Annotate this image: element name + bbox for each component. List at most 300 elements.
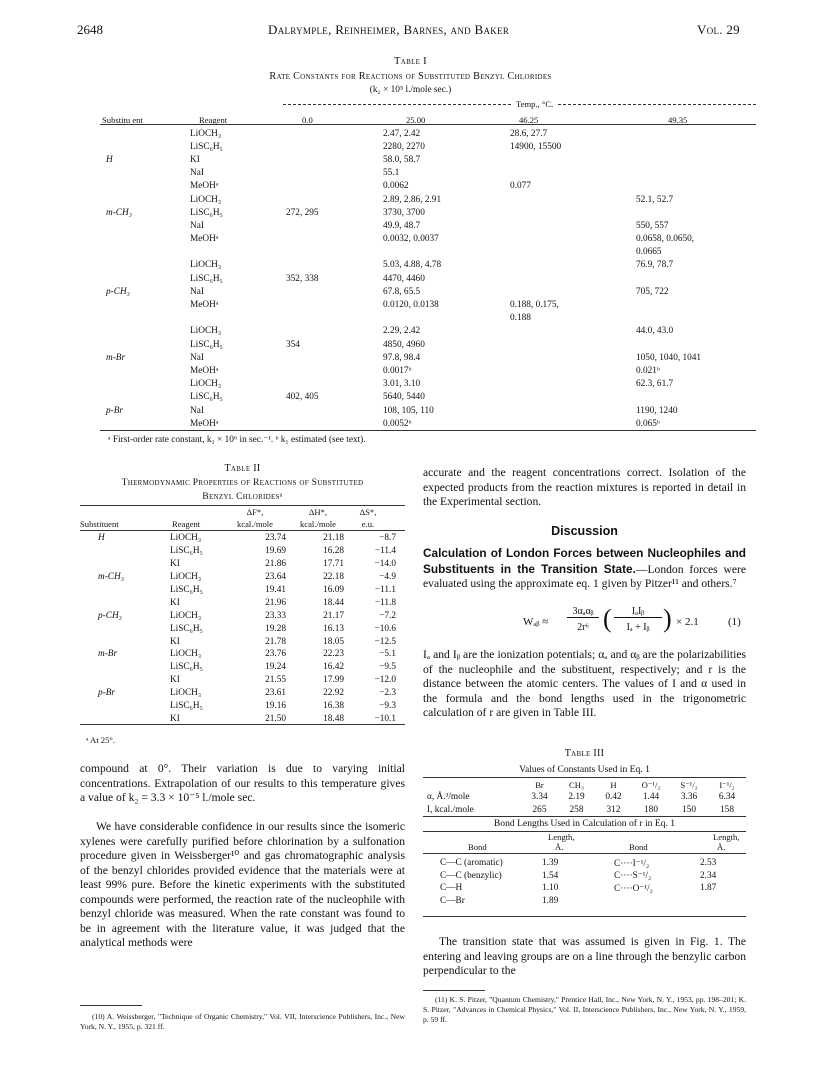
reagent-cell: NaI	[190, 286, 204, 297]
table-row	[80, 571, 402, 584]
t1-bottom-rule	[100, 430, 756, 431]
t3-mid-rule	[423, 816, 746, 817]
eq-number: (1)	[728, 616, 741, 628]
bond-title: Bond Lengths Used in Calculation of r in Eq. 1	[493, 818, 676, 829]
subhead: Calculation of London Forces between Nucleophiles and Substituents in the Transition State.	[423, 546, 746, 576]
rate-25-cell: 3.01, 3.10	[383, 379, 421, 390]
rate-46-cell	[510, 391, 636, 404]
constant-col-header: I⁻¹/₂	[719, 779, 735, 790]
rate-25-cell: 0.0052ᵇ	[383, 418, 412, 429]
bond-name: C····O⁻¹/₂	[614, 883, 653, 894]
rate-49-cell	[636, 127, 756, 140]
constant-value: 150	[682, 804, 696, 815]
rate-0-cell	[286, 246, 383, 259]
substituent-cell	[100, 391, 190, 404]
reagent-cell: KI	[170, 713, 180, 724]
rate-46-cell: 0.188	[510, 313, 531, 324]
table-row	[100, 298, 756, 311]
blank-cell	[423, 779, 521, 791]
rate-25-cell: 108, 105, 110	[383, 405, 434, 416]
table-row	[100, 312, 756, 325]
table-row	[80, 700, 402, 713]
substituent-cell: p-Br	[106, 405, 124, 416]
rate-46-cell	[510, 404, 636, 417]
substituent-cell	[100, 180, 190, 193]
substituent-cell	[100, 272, 190, 285]
rate-0-cell	[286, 364, 383, 377]
substituent-cell	[100, 298, 190, 311]
dS-cell: −12.0	[374, 675, 396, 686]
bond-name: C—C (aromatic)	[440, 858, 503, 869]
dS-cell: −10.6	[374, 623, 396, 634]
table-row	[100, 325, 756, 338]
dS-cell: −12.5	[374, 636, 396, 647]
dH-cell: 16.38	[323, 701, 344, 712]
table-row	[423, 791, 746, 804]
rate-49-cell	[636, 338, 756, 351]
t2-bottom-rule	[80, 724, 405, 725]
table-row	[100, 153, 756, 166]
t1-header-rule	[100, 124, 756, 125]
dH-cell: 16.13	[323, 623, 344, 634]
table-row	[100, 404, 756, 417]
rate-25-cell: 0.0032, 0.0037	[383, 234, 439, 245]
substituent-cell	[100, 364, 190, 377]
constant-col-header: H	[610, 780, 617, 790]
reagent-cell: MeOHᵃ	[190, 365, 219, 376]
table-row	[100, 338, 756, 351]
dH-cell: 16.28	[323, 546, 344, 557]
rate-49-cell: 62.3, 61.7	[636, 379, 674, 390]
right-paragraph-4: The transition state that was assumed is given in Fig. 1. The entering and leaving groups are on a line through the benzylic carbon perpendicular to the	[423, 935, 746, 977]
rate-46-cell	[510, 325, 636, 338]
constant-value: 2.19	[568, 792, 585, 803]
substituent-cell	[100, 246, 190, 259]
rate-0-cell	[286, 153, 383, 166]
dS-cell: −2.3	[379, 688, 396, 699]
reagent-cell: LiOCH₃	[190, 194, 222, 205]
left-paragraph-2: We have considerable confidence in our results since the isomeric xylenes were carefully purified before chlorination by a sulfonation procedure given in Weissberger¹⁰ and gas chromatographic analysis of the benzyl chlorides provided evidence that the materials were at least 99% pure. Before the kinetic experiments with the substituted compounds were performed, the reaction rate of the nucleophile with benzyl chloride was measured. When the rate constant was found to be in agreement with the literature value, it was judged that the analytical methods were	[80, 820, 405, 949]
rate-0-cell: 354	[286, 339, 300, 350]
reagent-cell: LiSC₆H₅	[170, 546, 203, 557]
table-row	[80, 674, 402, 687]
constant-value: 265	[532, 804, 547, 815]
rate-0-cell: 402, 405	[286, 392, 319, 403]
rate-0-cell	[286, 298, 383, 311]
substituent-cell	[80, 584, 170, 597]
substituent-cell	[80, 661, 170, 674]
t1-col-reagent: Reagent	[199, 115, 228, 125]
rate-25-cell: 97.8, 98.4	[383, 352, 421, 363]
table-row	[440, 857, 580, 870]
bond-length: 1.87	[700, 883, 717, 894]
eq-tail: × 2.1	[676, 616, 699, 628]
bond-length: 2.34	[700, 870, 717, 881]
t3-bond-head-rule	[423, 853, 746, 854]
rate-0-cell	[286, 167, 383, 180]
rate-0-cell	[286, 312, 383, 325]
rate-25-cell: 2.29, 2.42	[383, 326, 421, 337]
rate-46-cell	[510, 206, 636, 219]
rate-46-cell	[510, 272, 636, 285]
constant-value: 3.36	[680, 792, 698, 803]
br-h-unit: Å.	[717, 842, 726, 852]
table-row	[614, 882, 734, 895]
t3-bottom-rule	[423, 916, 746, 917]
substituent-cell	[100, 378, 190, 391]
reagent-cell: NaI	[190, 220, 204, 231]
reagent-cell: LiSC₆H₅	[190, 207, 223, 218]
constant-row-label: α, Å.³/mole	[427, 792, 470, 803]
constants-header-row	[423, 779, 746, 791]
table2-label: Table II	[224, 463, 261, 474]
right-paragraph-1: accurate and the reagent concentrations correct. Isolation of the expected products from the reaction mixtures is reported in detail in the Experimental section.	[423, 466, 746, 508]
substituent-cell	[100, 193, 190, 206]
substituent-cell	[100, 127, 190, 140]
rate-0-cell	[286, 233, 383, 246]
rate-25-cell: 3730, 3700	[383, 207, 425, 218]
rate-49-cell: 1050, 1040, 1041	[636, 352, 702, 363]
table-row	[100, 127, 756, 140]
dS-cell: −11.4	[374, 546, 396, 557]
t2-u-dF: kcal./mole	[236, 519, 274, 529]
reagent-cell: LiOCH₃	[170, 610, 202, 621]
rate-25-cell: 2.47, 2.42	[383, 128, 421, 139]
substituent-cell: H	[106, 154, 113, 165]
rate-46-cell	[510, 233, 636, 246]
rate-25-cell: 2.89, 2.86, 2.91	[383, 194, 442, 205]
substituent-cell	[100, 325, 190, 338]
reagent-cell: LiOCH₃	[190, 379, 222, 390]
rate-49-cell: 0.021ᵇ	[636, 365, 660, 376]
rate-25-cell: 4850, 4960	[383, 339, 425, 350]
table-row	[80, 596, 402, 609]
table-row	[100, 285, 756, 298]
reagent-cell: LiSC₆H₅	[170, 662, 203, 673]
dS-cell: −4.9	[379, 572, 396, 583]
rate-46-cell	[510, 259, 636, 272]
rate-46-cell	[510, 285, 636, 298]
table-row	[100, 391, 756, 404]
substituent-cell	[100, 140, 190, 153]
reagent-cell: LiOCH₃	[190, 128, 222, 139]
substituent-cell	[100, 312, 190, 325]
reagent-cell: LiOCH₃	[170, 688, 202, 699]
table-row	[80, 687, 402, 700]
dH-cell: 18.48	[323, 713, 344, 724]
rate-46-cell	[510, 338, 636, 351]
dH-cell: 18.05	[323, 636, 344, 647]
rate-49-cell	[636, 312, 756, 325]
rate-49-cell: 705, 722	[636, 286, 669, 297]
dS-cell: −10.1	[374, 713, 396, 724]
reagent-cell: LiSC₆H₅	[190, 339, 223, 350]
table-row	[614, 857, 734, 870]
substituent-cell	[100, 233, 190, 246]
right-paragraph-3: Iₐ and Iᵦ are the ionization potentials; αₐ and αᵦ are the polarizabilities of the nucleophile and the substituent, respectively; and r is the distance between the atomic centers. The values of I and α used in the formula and the bond lengths used in the trigonometric calculation of r are given in Table III.	[423, 648, 746, 719]
dH-cell: 16.42	[323, 662, 344, 673]
eq-paren-left: (	[603, 604, 612, 633]
dF-cell: 23.64	[265, 572, 286, 583]
reagent-cell: LiOCH₃	[170, 649, 202, 660]
rate-46-cell	[510, 193, 636, 206]
footnote-11: (11) K. S. Pitzer, "Quantum Chemistry," Prentice Hall, Inc., New York, N. Y., 1953, pp. 198–201; K. S. Pitzer, "Advances in Chemical Physics," Vol. II, Interscience Publishers, Inc., New York, N. Y., 1959, p. 59 ff.	[423, 995, 746, 1024]
eq-paren-right: )	[663, 604, 672, 633]
bond-length: 1.54	[542, 870, 559, 881]
volume: Vol. 29	[697, 22, 740, 37]
constant-value: 180	[644, 804, 658, 815]
table-row	[80, 584, 402, 597]
constant-col-header: CH₃	[569, 780, 584, 790]
dH-cell: 17.99	[323, 675, 344, 686]
substituent-cell	[100, 259, 190, 272]
table-row	[100, 246, 756, 259]
rate-49-cell: 550, 557	[636, 220, 669, 231]
table2-body	[80, 532, 402, 725]
table-row	[80, 635, 402, 648]
bond-length: 1.39	[542, 858, 559, 869]
dF-cell: 19.28	[265, 623, 286, 634]
rate-46-cell	[510, 246, 636, 259]
t1-col-49: 49.35	[668, 115, 688, 125]
table2-title-2: Benzyl Chloridesᵃ	[202, 491, 283, 502]
reagent-cell: LiSC₆H₅	[170, 585, 203, 595]
substituent-cell	[80, 545, 170, 558]
reagent-cell: MeOHᵃ	[190, 181, 219, 192]
constant-value: 6.34	[718, 792, 736, 803]
substituent-cell: m-Br	[98, 649, 118, 660]
rate-46-cell	[510, 351, 636, 364]
rate-46-cell	[510, 167, 636, 180]
table-row	[440, 882, 580, 895]
reagent-cell: NaI	[190, 405, 204, 416]
constant-row-label: I, kcal./mole	[427, 804, 474, 815]
table-row	[100, 259, 756, 272]
substituent-cell	[80, 635, 170, 648]
dS-cell: −11.8	[374, 597, 396, 608]
table-row	[80, 545, 402, 558]
t2-h-dS: ΔS*,	[359, 507, 377, 517]
substituent-cell: p-CH₃	[106, 286, 130, 297]
rate-25-cell: 5640, 5440	[383, 392, 425, 403]
rate-25-cell	[383, 312, 510, 325]
dF-cell: 19.24	[265, 662, 286, 673]
dH-cell: 21.17	[323, 610, 344, 621]
dH-cell: 22.23	[323, 649, 344, 660]
table1-title: Rate Constants for Reactions of Substituted Benzyl Chlorides	[269, 71, 552, 82]
table2-footnote: ᵃ At 25°.	[86, 735, 115, 745]
constant-value: 312	[606, 804, 621, 815]
bond-name: C—C (benzylic)	[440, 870, 502, 881]
reagent-cell: KI	[170, 636, 180, 647]
rate-25-cell: 5.03, 4.88, 4.78	[383, 260, 442, 271]
t2-h-dH: ΔH*,	[308, 507, 328, 517]
bonds-right-table	[614, 857, 734, 895]
bond-length: 2.53	[700, 858, 717, 869]
reagent-cell: MeOHᵃ	[190, 234, 219, 245]
substituent-cell	[80, 674, 170, 687]
reagent-cell: MeOHᵃ	[190, 300, 219, 311]
dS-cell: −9.3	[379, 701, 396, 712]
rate-0-cell	[286, 417, 383, 430]
rate-25-cell: 0.0017ᵇ	[383, 365, 412, 376]
rate-0-cell	[286, 127, 383, 140]
temp-header: Temp., °C.	[513, 99, 556, 109]
rate-0-cell	[286, 193, 383, 206]
dF-cell: 19.41	[265, 585, 286, 595]
t2-col-sub: Substituent	[80, 519, 119, 529]
constant-value: 3.34	[531, 792, 548, 803]
dH-cell: 22.18	[323, 572, 344, 583]
reagent-cell: LiOCH₃	[190, 326, 222, 337]
substituent-cell: p-Br	[98, 688, 116, 699]
constant-value: 0.42	[605, 792, 622, 803]
rate-25-cell: 2280, 2270	[383, 141, 425, 152]
eq-den2: Iₐ + Iᵦ	[626, 622, 650, 633]
left-footnote-rule	[80, 1005, 142, 1006]
substituent-cell	[80, 622, 170, 635]
rate-25-cell	[383, 246, 510, 259]
substituent-cell	[100, 219, 190, 232]
bond-length: 1.89	[542, 896, 559, 907]
constant-col-header: S⁻¹/₂	[680, 779, 698, 790]
table-row	[100, 206, 756, 219]
t1-col-46: 46.25	[519, 115, 539, 125]
table-row	[100, 351, 756, 364]
dF-cell: 19.16	[265, 701, 286, 712]
table1-footnote: ᵃ First-order rate constant, k₁ × 10⁶ in sec.⁻¹. ᵇ k₁ estimated (see text).	[108, 435, 366, 445]
substituent-cell: m-Br	[106, 352, 126, 363]
bond-name: C—H	[440, 883, 463, 894]
rate-46-cell	[510, 219, 636, 232]
dF-cell: 23.74	[265, 533, 286, 544]
table-row	[440, 895, 580, 908]
t2-u-dS: e.u.	[361, 519, 375, 529]
bonds-left-table	[440, 857, 580, 907]
table-row	[100, 233, 756, 246]
t2-top-rule	[80, 505, 405, 506]
reagent-cell: KI	[170, 597, 180, 608]
subhead-text: —London forces were evaluated using the approximate eq. 1 given by Pitzer¹¹ and others.⁷	[423, 562, 746, 590]
bond-name: C—Br	[440, 896, 465, 907]
rate-49-cell	[636, 167, 756, 180]
dF-cell: 19.69	[265, 546, 286, 557]
dS-cell: −14.0	[374, 559, 396, 570]
table3-constants	[423, 779, 746, 816]
bond-name: C····S⁻¹/₂	[614, 871, 652, 882]
page-number: 2648	[77, 22, 103, 37]
eq-lhs: Wₐᵦ ≈	[523, 616, 549, 628]
table3-label: Table III	[564, 748, 605, 759]
table-row	[440, 870, 580, 883]
t2-u-dH: kcal./mole	[299, 519, 337, 529]
constant-value: 158	[720, 804, 734, 815]
running-authors: Dalrymple, Reinheimer, Barnes, and Baker	[268, 22, 510, 37]
rate-0-cell	[286, 325, 383, 338]
rate-46-cell: 0.188, 0.175,	[510, 300, 559, 311]
br-h-len: Length,	[713, 832, 740, 842]
table3-title: Values of Constants Used in Eq. 1	[519, 764, 650, 775]
footnote-10: (10) A. Weissberger, "Technique of Organic Chemistry," Vol. VII, Interscience Publishers, Inc., New York, N. Y., 1955, p. 321 ff.	[80, 1012, 405, 1031]
rate-25-cell: 58.0, 58.7	[383, 154, 421, 165]
rate-25-cell: 55.1	[383, 168, 400, 179]
rate-0-cell: 352, 338	[286, 273, 319, 284]
rate-49-cell	[636, 180, 756, 193]
rate-49-cell	[636, 272, 756, 285]
substituent-cell	[80, 558, 170, 571]
rate-0-cell	[286, 219, 383, 232]
dF-cell: 21.50	[265, 713, 286, 724]
reagent-cell: LiSC₆H₅	[190, 392, 223, 403]
dF-cell: 21.55	[265, 675, 286, 686]
constant-value: 1.44	[642, 792, 660, 803]
table1-body	[100, 127, 756, 430]
rate-49-cell	[636, 140, 756, 153]
rate-46-cell: 14900, 15500	[510, 141, 562, 152]
rate-0-cell	[286, 140, 383, 153]
constant-value: 258	[569, 804, 584, 815]
table1-label: Table I	[394, 56, 427, 67]
dH-cell: 21.18	[323, 533, 344, 544]
t1-col-substituent: Substitu ent	[102, 115, 143, 125]
reagent-cell: LiOCH₃	[170, 572, 202, 583]
rate-0-cell	[286, 351, 383, 364]
dS-cell: −11.1	[374, 585, 396, 595]
br-h-bond: Bond	[629, 842, 648, 852]
right-footnote-rule	[423, 990, 485, 991]
dF-cell: 21.86	[265, 559, 286, 570]
reagent-cell: LiSC₆H₅	[170, 701, 203, 712]
table-row	[100, 140, 756, 153]
rate-46-cell	[510, 364, 636, 377]
table-row	[100, 180, 756, 193]
table-row	[80, 558, 402, 571]
substituent-cell: m-CH₃	[98, 572, 124, 583]
rate-46-cell	[510, 153, 636, 166]
bond-name: C····I⁻¹/₂	[614, 858, 650, 869]
reagent-cell	[190, 246, 286, 259]
rate-0-cell	[286, 285, 383, 298]
table-row	[80, 648, 402, 661]
substituent-cell	[80, 700, 170, 713]
rate-49-cell: 1190, 1240	[636, 405, 678, 416]
rate-0-cell	[286, 259, 383, 272]
substituent-cell: p-CH₃	[98, 610, 122, 621]
rate-49-cell: 76.9, 78.7	[636, 260, 674, 271]
bl-h-len: Length,	[548, 832, 575, 842]
constant-col-header: Br	[535, 780, 544, 790]
reagent-cell: KI	[190, 154, 200, 165]
reagent-cell: LiOCH₃	[170, 533, 202, 544]
table-row	[100, 193, 756, 206]
table-row	[100, 378, 756, 391]
table2-title-1: Thermodynamic Properties of Reactions of Substituted	[121, 477, 364, 488]
rate-0-cell	[286, 378, 383, 391]
rate-0-cell	[286, 180, 383, 193]
dF-cell: 23.33	[265, 610, 286, 621]
dH-cell: 22.92	[323, 688, 344, 699]
dS-cell: −8.7	[379, 533, 396, 544]
reagent-cell: NaI	[190, 168, 204, 179]
t2-col-reagent: Reagent	[172, 519, 201, 529]
dF-cell: 23.76	[265, 649, 286, 660]
rate-49-cell	[636, 206, 756, 219]
reagent-cell: NaI	[190, 352, 204, 363]
discussion-heading: Discussion	[551, 524, 618, 538]
reagent-cell: MeOHᵃ	[190, 418, 219, 429]
rate-49-cell: 0.0665	[636, 247, 662, 258]
table-row	[100, 272, 756, 285]
